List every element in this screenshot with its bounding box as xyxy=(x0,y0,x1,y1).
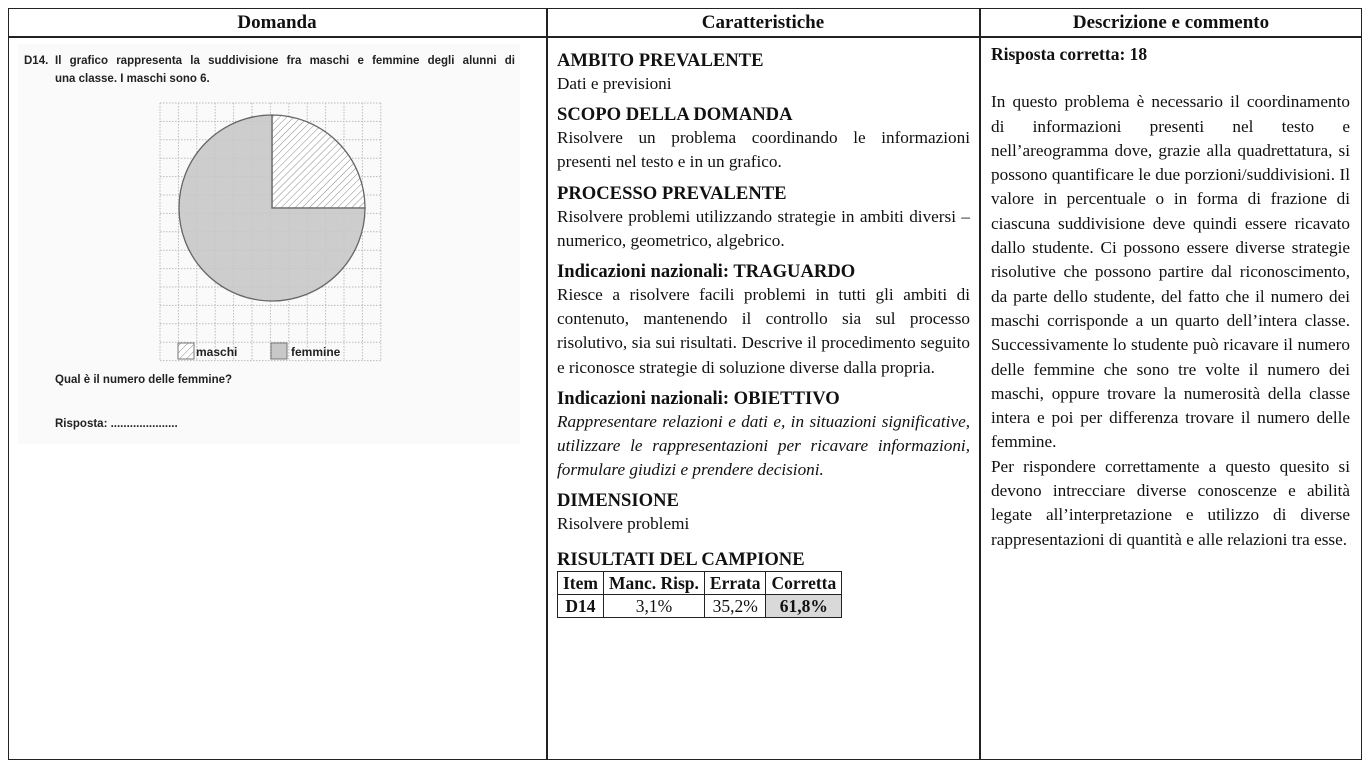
heading-ambito: AMBITO PREVALENTE xyxy=(557,50,764,71)
characteristics xyxy=(557,50,970,618)
header-caratteristiche: Caratteristiche xyxy=(701,12,825,33)
legend-label-maschi: maschi xyxy=(196,345,238,359)
description xyxy=(991,42,1350,552)
cell-manc-risp: 3,1% xyxy=(603,594,704,617)
question-number: D14. xyxy=(24,55,49,67)
question-prompt: Qual è il numero delle femmine? xyxy=(55,374,233,386)
heading-traguardo: Indicazioni nazionali: TRAGUARDO xyxy=(557,261,856,283)
legend-swatch-maschi xyxy=(178,343,194,359)
heading-dimensione: DIMENSIONE xyxy=(557,490,679,512)
description-paragraph-1: In questo problema è necessario il coordinamento di informazioni presenti nel testo e nell’areogramma dove, grazie alla quadrettatura, si possono quantificare le due porzioni/suddivisioni. Il valore in percentuale o in forma di frazione di ciascuna suddivisione deve quindi essere ricavato dallo studente. Ci possono essere diverse strategie risolutive che possono partire dal riconoscimento, da parte dello studente, del fatto che il numero dei maschi corrisponde a un quarto dell’intera classe. Successivamente lo studente può ricavare il numero delle femmine che sono tre volte il numero dei maschi, oppure trovare la numerosità della classe intera e poi per differenza trovare il numero delle femmine. xyxy=(991,92,1350,452)
column-divider xyxy=(546,8,548,760)
body-ambito: Dati e previsioni xyxy=(557,74,672,93)
header-domanda: Domanda xyxy=(237,12,317,33)
body-scopo: Risolvere un problema coordinando le informazioni presenti nel testo e in un grafico. xyxy=(557,128,970,172)
col-manc-risp: Manc. Risp. xyxy=(603,571,704,594)
question-text-2: una classe. I maschi sono 6. xyxy=(55,73,210,85)
body-dimensione: Risolvere problemi xyxy=(557,514,690,534)
heading-obiettivo: Indicazioni nazionali: OBIETTIVO xyxy=(557,387,840,409)
col-corretta: Corretta xyxy=(766,571,842,594)
col-errata: Errata xyxy=(704,571,766,594)
correct-answer: Risposta corretta: 18 xyxy=(991,44,1148,64)
table-header-row xyxy=(558,571,842,594)
header-divider xyxy=(8,36,1362,38)
body-processo: Risolvere problemi utilizzando strategie in ambiti diversi – numerico, geometrico, algebrico. xyxy=(557,206,970,250)
answer-field: Risposta: ..................... xyxy=(55,418,178,430)
chart-legend xyxy=(178,343,341,359)
legend-label-femmine: femmine xyxy=(291,345,341,359)
heading-scopo: SCOPO DELLA DOMANDA xyxy=(557,104,793,126)
body-traguardo: Riesce a risolvere facili problemi in tutti gli ambiti di contenuto, mantenendo il controllo sia sul processo risolutivo, sia sui risultati. Descrive il procedimento seguito e riconosce strategie di soluzione diverse dalla propria. xyxy=(557,285,970,377)
col-item: Item xyxy=(558,571,604,594)
column-divider xyxy=(979,8,981,760)
table-row xyxy=(558,594,842,617)
cell-item: D14 xyxy=(558,594,604,617)
description-paragraph-2: Per rispondere correttamente a questo quesito si devono intrecciare diverse conoscenze e abilità legate all’interpretazione e utilizzo di diverse rappresentazioni di quantità e alle relazioni tra esse. xyxy=(991,456,1350,549)
body-obiettivo: Rappresentare relazioni e dati e, in situazioni significative, utilizzare le rappresentazioni per ricavare informazioni, formulare giudizi e prendere decisioni. xyxy=(557,411,970,480)
cell-errata: 35,2% xyxy=(704,594,766,617)
cell-corretta: 61,8% xyxy=(766,594,842,617)
results-table xyxy=(557,571,842,618)
header-descrizione: Descrizione e commento xyxy=(1072,12,1270,33)
question-text-1: Il grafico rappresenta la suddivisione fra maschi e femmine degli alunni di xyxy=(55,55,515,67)
legend-swatch-femmine xyxy=(271,343,287,359)
pie-chart xyxy=(155,100,385,370)
pie-slice-maschi xyxy=(272,115,365,208)
heading-processo: PROCESSO PREVALENTE xyxy=(557,182,787,204)
heading-risultati: RISULTATI DEL CAMPIONE xyxy=(557,548,805,570)
